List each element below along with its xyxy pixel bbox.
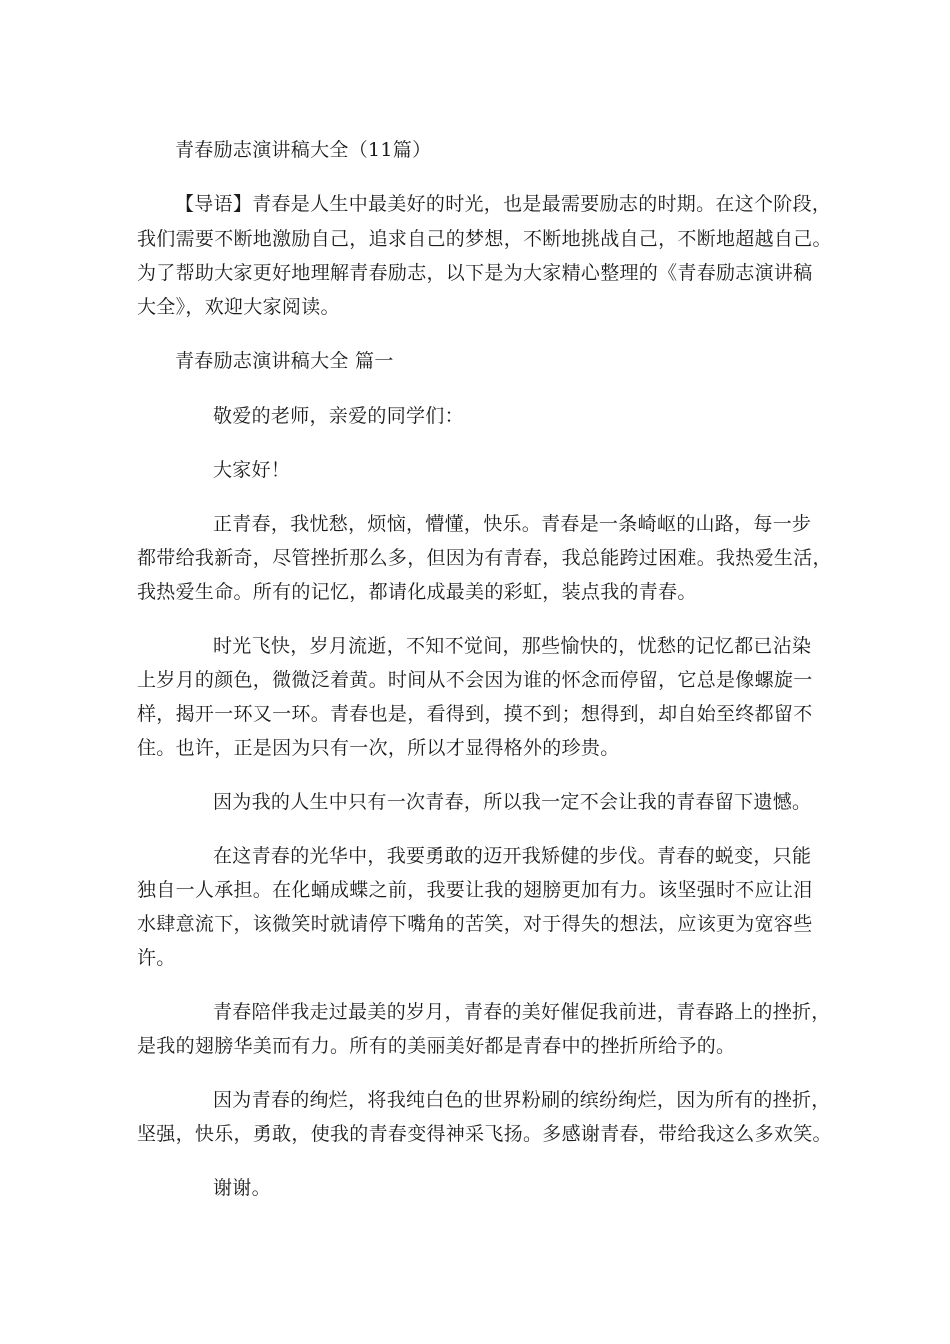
paragraph-line: 住。也许，正是因为只有一次，所以才显得格外的珍贵。 <box>137 737 620 759</box>
intro-line: 我们需要不断地激励自己，追求自己的梦想，不断地挑战自己，不断地超越自己。 <box>137 228 832 250</box>
paragraph-line: 都带给我新奇，尽管挫折那么多，但因为有青春，我总能跨过困难。我热爱生活， <box>137 547 832 569</box>
greeting: 大家好！ <box>213 459 291 481</box>
document-title: 青春励志演讲稿大全（11篇） <box>175 139 432 161</box>
paragraph-line: 正青春，我忧愁，烦恼，懵懂，快乐。青春是一条崎岖的山路，每一步 <box>213 513 812 535</box>
paragraph-line: 青春陪伴我走过最美的岁月，青春的美好催促我前进，青春路上的挫折， <box>213 1001 831 1023</box>
closing: 谢谢。 <box>213 1177 271 1199</box>
paragraph-line: 许。 <box>137 947 176 969</box>
paragraph-line: 独自一人承担。在化蛹成蝶之前，我要让我的翅膀更加有力。该坚强时不应让泪 <box>137 879 813 901</box>
paragraph-line: 因为青春的绚烂，将我纯白色的世界粉刷的缤纷绚烂，因为所有的挫折， <box>213 1089 831 1111</box>
salutation: 敬爱的老师，亲爱的同学们： <box>213 405 464 427</box>
paragraph-line: 时光飞快，岁月流逝，不知不觉间，那些愉快的，忧愁的记忆都已沾染 <box>213 635 812 657</box>
intro-line: 【导语】青春是人生中最美好的时光，也是最需要励志的时期。在这个阶段， <box>175 193 832 215</box>
paragraph-line: 是我的翅膀华美而有力。所有的美丽美好都是青春中的挫折所给予的。 <box>137 1035 736 1057</box>
paragraph-line: 坚强，快乐，勇敢，使我的青春变得神采飞扬。多感谢青春，带给我这么多欢笑。 <box>137 1123 832 1145</box>
paragraph-line: 上岁月的颜色，微微泛着黄。时间从不会因为谁的怀念而停留，它总是像螺旋一 <box>137 669 813 691</box>
paragraph-line: 因为我的人生中只有一次青春，所以我一定不会让我的青春留下遗憾。 <box>213 791 812 813</box>
intro-line: 大全》，欢迎大家阅读。 <box>137 296 340 318</box>
paragraph-line: 样，揭开一环又一环。青春也是，看得到，摸不到；想得到，却自始至终都留不 <box>137 703 813 725</box>
intro-line: 为了帮助大家更好地理解青春励志，以下是为大家精心整理的《青春励志演讲稿 <box>137 262 813 284</box>
paragraph-line: 我热爱生命。所有的记忆，都请化成最美的彩虹，装点我的青春。 <box>137 581 697 603</box>
paragraph-line: 水肆意流下，该微笑时就请停下嘴角的苦笑，对于得失的想法，应该更为宽容些 <box>137 913 813 935</box>
section-heading: 青春励志演讲稿大全 篇一 <box>175 350 394 372</box>
paragraph-line: 在这青春的光华中，我要勇敢的迈开我矫健的步伐。青春的蜕变，只能 <box>213 845 812 867</box>
